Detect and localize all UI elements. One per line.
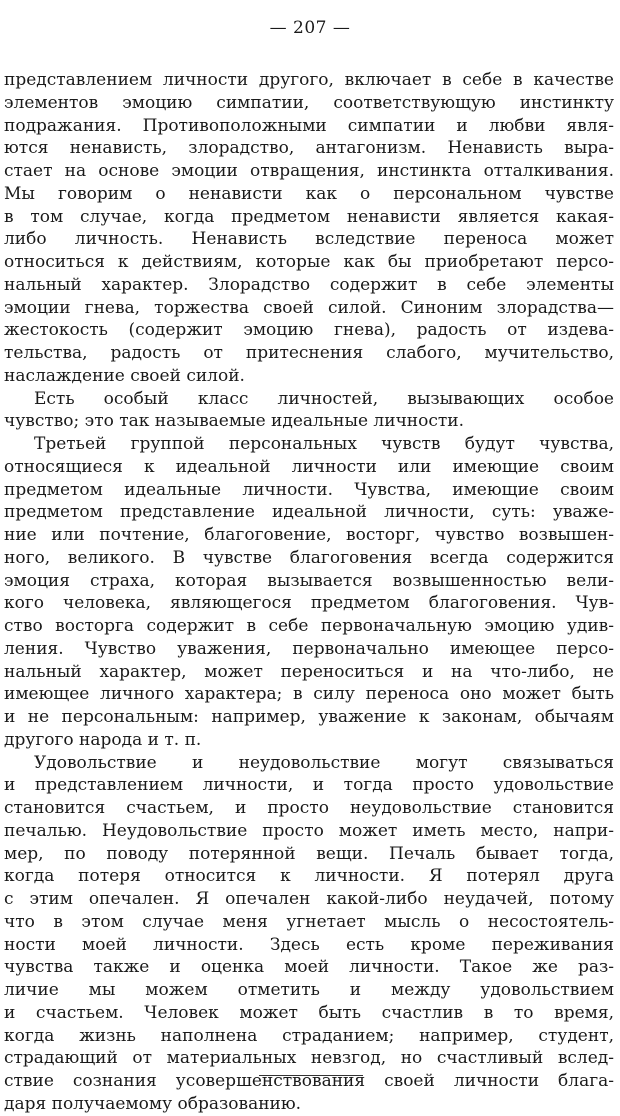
- text-line: жестокость (содержит эмоцию гнева), радость от издева-: [4, 320, 614, 341]
- text-line: другого народа и т. п.: [4, 729, 202, 750]
- text-line: эмоции гнева, торжества своей силой. Синоним злорадства—: [4, 297, 614, 318]
- text-line: страдающий от материальных невзгод, но счастливый вслед-: [4, 1048, 614, 1069]
- text-line: мер, по поводу потерянной вещи. Печаль бывает тогда,: [4, 843, 614, 864]
- text-line: предметом представление идеальной личности, суть: уваже-: [4, 502, 614, 523]
- text-line: ного, великого. В чувстве благоговения всегда содержится: [4, 547, 614, 568]
- footer-rule: [259, 1075, 363, 1076]
- text-line: эмоция страха, которая вызывается возвышенностью вели-: [4, 570, 614, 591]
- text-line: что в этом случае меня угнетает мысль о несостоятель-: [4, 911, 614, 932]
- text-line: и счастьем. Человек может быть счастлив в то время,: [4, 1002, 614, 1023]
- page-number: — 207 —: [269, 18, 351, 38]
- text-line: в том случае, когда предметом ненависти является какая-: [4, 206, 614, 227]
- text-line: кого человека, являющегося предметом благоговения. Чув-: [4, 593, 614, 614]
- text-line: ются ненависть, злорадство, антагонизм. Ненависть выра-: [4, 138, 614, 159]
- text-line: ления. Чувство уважения, первоначально имеющее персо-: [4, 638, 614, 659]
- text-line: имеющее личного характера; в силу переноса оно может быть: [4, 684, 614, 705]
- text-line: тельства, радость от притеснения слабого, мучительство,: [4, 343, 614, 363]
- text-line: подражания. Противоположными симпатии и любви явля-: [4, 115, 614, 136]
- text-line: либо личность. Ненависть вследствие переноса может: [4, 229, 614, 250]
- text-line: и не персональным: например, уважение к законам, обычаям: [4, 707, 614, 727]
- text-line: когда потеря относится к личности. Я потерял друга: [4, 866, 614, 887]
- text-line: нальный характер. Злорадство содержит в себе элементы: [4, 274, 614, 295]
- text-line: наслаждение своей силой.: [4, 365, 245, 386]
- text-line: относиться к действиям, которые как бы приобретают персо-: [4, 252, 614, 272]
- text-line: Третьей группой персональных чувств будут чувства,: [34, 434, 614, 454]
- body-text: [4, 69, 614, 1116]
- text-line: и представлением личности, и тогда просто удовольствие: [4, 775, 614, 796]
- text-line: ство восторга содержит в себе первоначальную эмоцию удив-: [4, 616, 614, 636]
- text-line: нальный характер, может переноситься и на что-либо, не: [4, 661, 614, 682]
- text-line: личие мы можем отметить и между удовольствием: [4, 980, 614, 1000]
- text-line: чувство; это так называемые идеальные личности.: [4, 411, 465, 432]
- text-line: становится счастьем, и просто неудовольствие становится: [4, 798, 614, 818]
- text-line: Мы говорим о ненависти как о персональном чувстве: [4, 183, 614, 204]
- text-line: ности моей личности. Здесь есть кроме переживания: [4, 934, 614, 955]
- text-line: Удовольствие и неудовольствие могут связываться: [34, 752, 614, 773]
- text-line: даря получаемому образованию.: [4, 1093, 302, 1114]
- text-line: относящиеся к идеальной личности или имеющие своим: [4, 456, 614, 477]
- text-line: чувства также и оценка моей личности. Такое же раз-: [4, 957, 614, 978]
- text-line: печалью. Неудовольствие просто может иметь место, напри-: [4, 820, 614, 841]
- text-line: с этим опечален. Я опечален какой-либо неудачей, потому: [4, 889, 614, 909]
- text-line: стает на основе эмоции отвращения, инстинкта отталкивания.: [4, 161, 614, 181]
- text-line: элементов эмоцию симпатии, соответствующую инстинкту: [4, 92, 614, 113]
- text-line: предметом идеальные личности. Чувства, имеющие своим: [4, 479, 614, 500]
- text-line: представлением личности другого, включает в себе в качестве: [4, 70, 614, 90]
- text-line: Есть особый класс личностей, вызывающих особое: [34, 388, 614, 409]
- text-line: ние или почтение, благоговение, восторг, чувство возвышен-: [4, 525, 614, 545]
- text-line: когда жизнь наполнена страданием; например, студент,: [4, 1025, 614, 1046]
- text-line: ствие сознания усовершенствования своей личности блага-: [4, 1071, 614, 1091]
